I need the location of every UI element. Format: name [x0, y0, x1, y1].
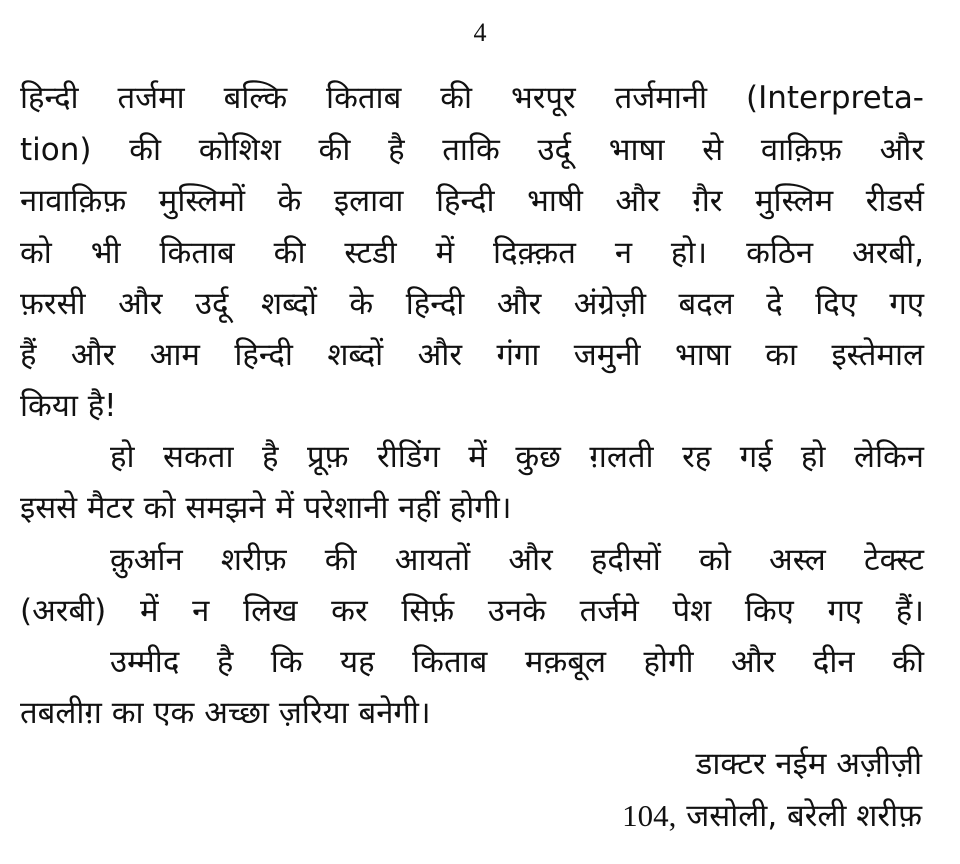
address-number: 104,	[622, 798, 677, 833]
paragraph-1-line-2: tion) की कोशिश की है ताकि उर्दू भाषा से वाक़िफ़ और	[20, 132, 924, 168]
paragraph-3-line-2: (अरबी) में न लिख कर सिर्फ़ उनके तर्जमे पेश किए गए हैं।	[20, 593, 924, 629]
paragraph-1-line-6: हैं और आम हिन्दी शब्दों और गंगा जमुनी भाषा का इस्तेमाल	[20, 337, 924, 373]
paragraph-4-line-2: तबलीग़ का एक अच्छा ज़रिया बनेगी।	[20, 695, 431, 731]
paragraph-1-line-3: नावाक़िफ़ मुस्लिमों के इलावा हिन्दी भाषी और ग़ैर मुस्लिम रीडर्स	[20, 183, 924, 219]
signature-name: डाक्टर नईम अज़ीज़ी	[695, 746, 922, 782]
paragraph-1-line-5: फ़रसी और उर्दू शब्दों के हिन्दी और अंग्रेज़ी बदल दे दिए गए	[20, 286, 924, 322]
address-place: जसोली, बरेली शरीफ़	[686, 798, 922, 834]
page-number: 4	[473, 18, 487, 47]
signature-address	[622, 796, 922, 836]
paragraph-1-line-7: किया है!	[20, 388, 117, 424]
paragraph-1-line-1: हिन्दी तर्जमा बल्कि किताब की भरपूर तर्जमानी (Interpreta-	[20, 80, 924, 116]
paragraph-3-line-1: क़ुर्आन शरीफ़ की आयतों और हदीसों को अस्ल टेक्स्ट	[110, 542, 924, 578]
paragraph-2-line-1: हो सकता है प्रूफ़ रीडिंग में कुछ ग़लती रह गई हो लेकिन	[110, 439, 924, 475]
paragraph-4-line-1: उम्मीद है कि यह किताब मक़बूल होगी और दीन की	[110, 644, 924, 680]
paragraph-1-line-4: को भी किताब की स्टडी में दिक़्क़त न हो। कठिन अरबी,	[20, 235, 924, 271]
paragraph-2-line-2: इससे मैटर को समझने में परेशानी नहीं होगी।	[20, 490, 512, 526]
